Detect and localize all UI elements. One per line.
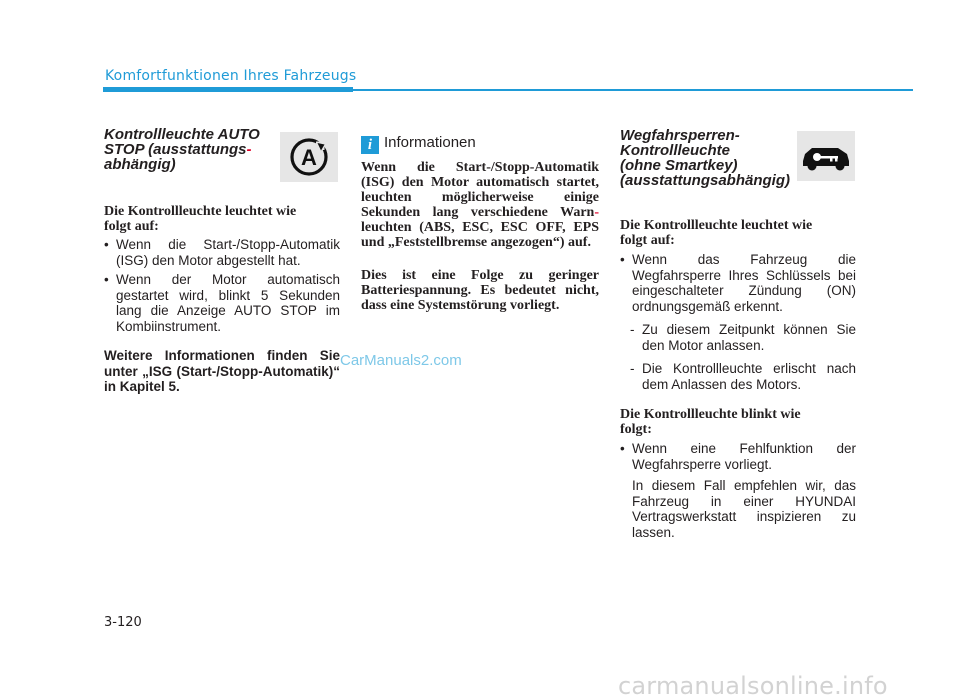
immobilizer-heading [620, 128, 790, 188]
bullet-list [620, 252, 856, 392]
blinks-title [620, 407, 856, 437]
svg-text:A: A [301, 145, 317, 170]
title-line: folgt auf: [104, 219, 159, 234]
info-title: Informationen [384, 134, 476, 151]
heading-line: (ausstattungsabhängig) [620, 172, 791, 189]
header-rule-thin [353, 89, 913, 91]
auto-stop-icon [280, 132, 338, 182]
bullet-list [104, 237, 340, 334]
paragraph-text: leuchten (ABS, ESC, ESC OFF, EPS und „Feststellbremse angezogen“) auf. [361, 220, 599, 250]
list-item: - Zu diesem Zeitpunkt können Sie den Motor anlassen. [620, 322, 856, 353]
footer-watermark: carmanualsonline.info [618, 672, 888, 700]
title-line: folgt: [620, 422, 652, 437]
page-number: 3-120 [104, 615, 142, 630]
hyphen-mark: - [246, 141, 252, 158]
title-line: folgt auf: [620, 233, 675, 248]
heading-line: Kontrollleuchte AUTO [104, 126, 260, 143]
heading-line: Kontrollleuchte [620, 142, 731, 159]
lights-title [620, 218, 856, 248]
title-line: Die Kontrollleuchte blinkt wie [620, 407, 801, 422]
heading-line: (ohne Smartkey) [620, 157, 738, 174]
section-title: Komfortfunktionen Ihres Fahrzeugs [105, 68, 357, 84]
title-line: Die Kontrollleuchte leuchtet wie [620, 218, 813, 233]
list-item: • Wenn das Fahrzeug die Wegfahrsperre Ihres Schlüssels bei eingeschalteter Zündung (ON) ordnungsgemäß erkennt. [620, 252, 856, 314]
immobilizer-car-key-icon [797, 131, 855, 181]
hyphen-mark: - [594, 205, 599, 220]
more-info-text: Weitere Informationen finden Sie unter „ISG (Start-/Stopp-Automatik)“ in Kapitel 5. [104, 348, 340, 394]
auto-stop-heading [104, 127, 274, 172]
lights-title [104, 204, 340, 234]
heading-line: STOP (ausstattungs [104, 141, 247, 158]
title-line: Die Kontrollleuchte leuchtet wie [104, 204, 297, 219]
list-item: - Die Kontrollleuchte erlischt nach dem Anlassen des Motors. [620, 361, 856, 392]
heading-line: Wegfahrsperren- [620, 127, 740, 144]
header-rule-thick [103, 87, 353, 92]
info-paragraph-1 [361, 160, 599, 250]
list-item: • Wenn der Motor automatisch gestartet wird, blinkt 5 Sekunden lang die Anzeige AUTO STOP im Kombiinstrument. [104, 272, 340, 334]
list-item: • Wenn die Start-/Stopp-Automatik (ISG) den Motor abgestellt hat. [104, 237, 340, 268]
paragraph-text: Wenn die Start-/Stopp-Automatik (ISG) den Motor automatisch startet, leuchten möglicherweise einige Sekunden lang verschiedene Warn [361, 160, 599, 220]
list-item: • Wenn eine Fehlfunktion der Wegfahrsperre vorliegt. [620, 441, 856, 472]
bullet-list [620, 441, 856, 540]
info-icon: i [361, 136, 379, 154]
info-paragraph-2: Dies ist eine Folge zu geringer Batteriespannung. Es bedeutet nicht, dass eine Systemstörung vorliegt. [361, 268, 599, 313]
watermark-text: CarManuals2.com [340, 352, 462, 369]
list-item-continuation: In diesem Fall empfehlen wir, das Fahrzeug in einer HYUNDAI Vertragswerkstatt inspizieren zu lassen. [632, 478, 856, 540]
heading-line: abhängig) [104, 156, 176, 173]
